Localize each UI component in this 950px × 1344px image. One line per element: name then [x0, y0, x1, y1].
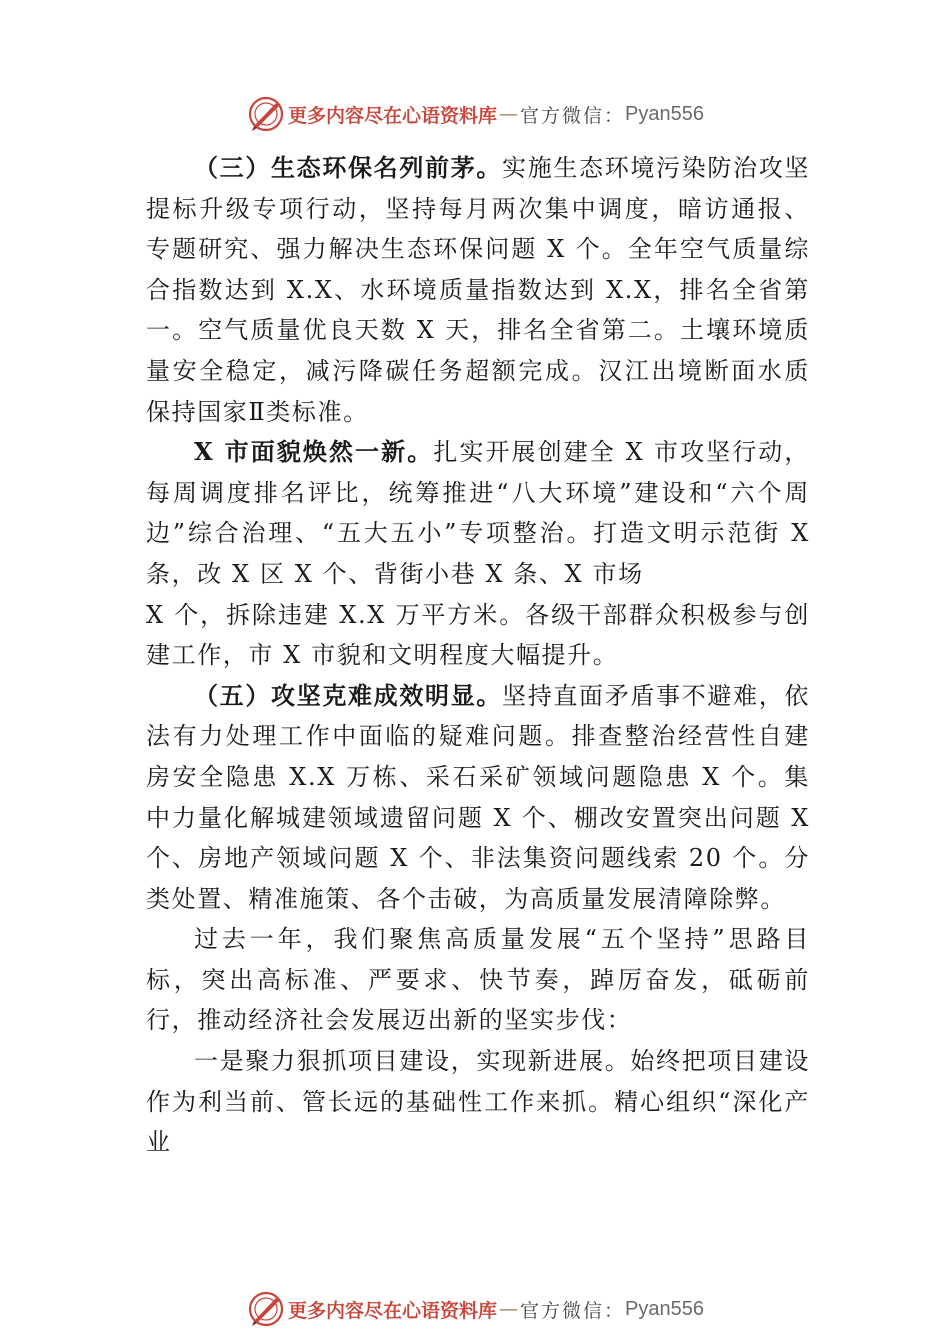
- banner-wechat-label: 官方微信：: [520, 104, 626, 127]
- banner-brand-text: 更多内容尽在心语资料库: [288, 104, 498, 127]
- paragraph-text: 过去一年，我们聚焦高质量发展“五个坚持”思路目标，突出高标准、严要求、快节奏，踔厉奋发，砥砺前行，推动经济社会发展迈出新的坚实步伐：: [146, 925, 810, 1035]
- banner-brand-text: 更多内容尽在心语资料库: [288, 1299, 498, 1322]
- header-banner: [0, 92, 950, 136]
- paragraph-text: 实施生态环境污染防治攻坚提标升级专项行动，坚持每月两次集中调度，暗访通报、专题研究、强力解决生态环保问题 X 个。全年空气质量综合指数达到 X.X、水环境质量指数达到 X.X，排名全省第一。空气质量优良天数 X 天，排名全省第二。土壤环境质量安全稳定，减污降碳任务超额完成。汉江出境断面水质保持国家Ⅱ类标准。: [146, 154, 810, 426]
- footer-banner: [0, 1287, 950, 1331]
- section-heading: （五）攻坚克难成效明显。: [194, 680, 503, 710]
- banner-wechat-label: 官方微信：: [520, 1299, 626, 1322]
- banner-separator: —: [499, 1298, 519, 1320]
- paragraph-continuation: [146, 595, 810, 676]
- paragraph-past-year: [146, 919, 810, 1041]
- paragraph-text: 扎实开展创建全 X 市攻坚行动，每周调度排名评比，统筹推进“八大环境”建设和“六个周边”综合治理、“五大五小”专项整治。打造文明示范街 X 条，改 X 区 X 个、背街小巷 X 条、X 市场: [146, 438, 810, 588]
- banner-separator: —: [499, 103, 519, 125]
- paragraph-project-construction: [146, 1041, 810, 1163]
- paragraph-text: 坚持直面矛盾事不避难，依法有力处理工作中面临的疑难问题。排查整治经营性自建房安全隐患 X.X 万栋、采石采矿领域问题隐患 X 个。集中力量化解城建领域遗留问题 X 个、棚改安置突出问题 X 个、房地产领域问题 X 个、非法集资问题线索 20 个。分类处置、精准施策、各个击破，为高质量发展清障除弊。: [146, 681, 810, 913]
- section-heading: X 市面貌焕然一新。: [194, 437, 434, 467]
- banner-wechat-id: Pyan556: [625, 1297, 704, 1320]
- section-heading: （三）生态环保名列前茅。: [194, 153, 503, 182]
- pen-seal-logo-icon: [246, 1289, 286, 1329]
- paragraph-text: 一是聚力狠抓项目建设，实现新进展。始终把项目建设作为利当前、管长远的基础性工作来抓。精心组织“深化产业: [146, 1047, 810, 1157]
- document-body: [146, 148, 810, 1163]
- banner-wechat-id: Pyan556: [625, 102, 704, 125]
- paragraph-text: X 个，拆除违建 X.X 万平方米。各级干部群众积极参与创建工作，市 X 市貌和文明程度大幅提升。: [146, 600, 810, 670]
- paragraph-ecology: [146, 148, 810, 432]
- paragraph-tackling-difficulties: [146, 676, 810, 920]
- pen-seal-logo-icon: [246, 94, 286, 134]
- paragraph-city-appearance: [146, 432, 810, 594]
